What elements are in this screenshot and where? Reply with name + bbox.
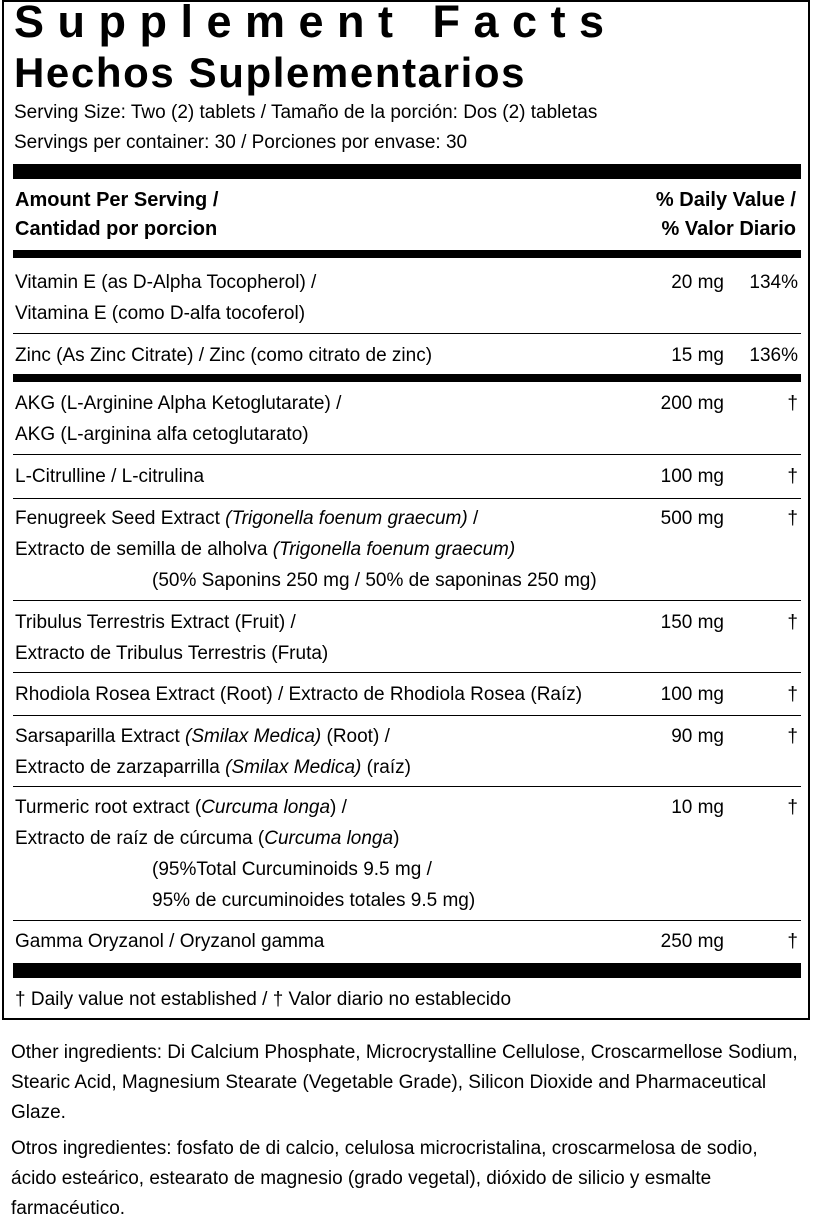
- dagger-mark: †: [787, 797, 798, 818]
- ingredient-name-es: Extracto de Tribulus Terrestris (Fruta): [15, 643, 329, 664]
- ingredient-standardization-es: 95% de curcuminoides totales 9.5 mg): [152, 890, 476, 911]
- row-divider: [13, 786, 801, 787]
- dagger-mark: †: [787, 684, 798, 705]
- row-divider: [13, 454, 801, 455]
- nutrient-amount: 15 mg: [671, 345, 724, 366]
- thick-divider: [13, 164, 801, 179]
- ingredient-name-es: Extracto de raíz de cúrcuma (Curcuma longa): [15, 828, 400, 849]
- amount-header-es: Cantidad por porcion: [15, 218, 218, 240]
- ingredient-name-es: AKG (L-arginina alfa cetoglutarato): [15, 424, 309, 445]
- ingredient-name: Gamma Oryzanol / Oryzanol gamma: [15, 931, 325, 952]
- ingredient-amount: 100 mg: [660, 684, 724, 705]
- serving-size: Serving Size: Two (2) tablets / Tamaño de la porción: Dos (2) tabletas: [14, 102, 598, 123]
- nutrient-daily-value: 134%: [749, 272, 798, 293]
- row-divider: [13, 333, 801, 334]
- ingredient-amount: 150 mg: [660, 612, 724, 633]
- nutrient-name-es: Vitamina E (como D-alfa tocoferol): [15, 303, 306, 324]
- row-divider: [13, 498, 801, 499]
- ingredient-name: Rhodiola Rosea Extract (Root) / Extracto de Rhodiola Rosea (Raíz): [15, 684, 583, 705]
- nutrient-name: Zinc (As Zinc Citrate) / Zinc (como citrato de zinc): [15, 345, 433, 366]
- amount-header-en: Amount Per Serving /: [15, 189, 219, 211]
- ingredient-name-es: Extracto de zarzaparrilla (Smilax Medica) (raíz): [15, 757, 411, 778]
- ingredient-name-es: Extracto de semilla de alholva (Trigonella foenum graecum): [15, 539, 516, 560]
- ingredient-amount: 500 mg: [660, 508, 724, 529]
- ingredient-name: Sarsaparilla Extract (Smilax Medica) (Root) /: [15, 726, 390, 747]
- ingredient-amount: 90 mg: [671, 726, 724, 747]
- row-divider: [13, 715, 801, 716]
- ingredient-standardization: (50% Saponins 250 mg / 50% de saponinas 250 mg): [152, 570, 597, 591]
- ingredient-amount: 10 mg: [671, 797, 724, 818]
- ingredient-standardization: (95%Total Curcuminoids 9.5 mg /: [152, 859, 432, 880]
- row-divider: [13, 600, 801, 601]
- footnote: † Daily value not established / † Valor diario no establecido: [15, 989, 512, 1010]
- other-ingredients-es: Otros ingredientes: fosfato de di calcio, celulosa microcristalina, croscarmelosa de sodio, ácido esteárico, estearato de magnesio (grado vegetal), dióxido de silicio y esmalte farmacéutico.: [11, 1138, 758, 1219]
- dv-header-en: % Daily Value /: [655, 189, 796, 211]
- ingredient-amount: 250 mg: [660, 931, 724, 952]
- medium-divider: [13, 250, 801, 258]
- ingredient-amount: 200 mg: [660, 393, 724, 414]
- servings-per-container: Servings per container: 30 / Porciones por envase: 30: [14, 132, 468, 153]
- medium-divider: [13, 374, 801, 382]
- ingredient-name: L-Citrulline / L-citrulina: [15, 466, 205, 487]
- dagger-mark: †: [787, 931, 798, 952]
- ingredient-name: Tribulus Terrestris Extract (Fruit) /: [15, 612, 296, 633]
- title-spanish: Hechos Suplementarios: [14, 49, 527, 96]
- nutrient-daily-value: 136%: [749, 345, 798, 366]
- ingredient-name: Fenugreek Seed Extract (Trigonella foenum graecum) /: [15, 508, 479, 529]
- nutrient-amount: 20 mg: [671, 272, 724, 293]
- ingredient-amount: 100 mg: [660, 466, 724, 487]
- thick-divider: [13, 963, 801, 978]
- title-english: Supplement Facts: [14, 0, 618, 47]
- dagger-mark: †: [787, 466, 798, 487]
- other-ingredients-en: Other ingredients: Di Calcium Phosphate, Microcrystalline Cellulose, Croscarmellose Sodium, Stearic Acid, Magnesium Stearate (Vegetable Grade), Silicon Dioxide and Pharmaceutical Glaze.: [11, 1042, 798, 1123]
- row-divider: [13, 920, 801, 921]
- supplement-facts-panel: [2, 0, 810, 1020]
- ingredient-name: Turmeric root extract (Curcuma longa) /: [15, 797, 347, 818]
- ingredient-name: AKG (L-Arginine Alpha Ketoglutarate) /: [15, 393, 342, 414]
- dagger-mark: †: [787, 508, 798, 529]
- dagger-mark: †: [787, 612, 798, 633]
- dv-header-es: % Valor Diario: [661, 218, 796, 240]
- row-divider: [13, 672, 801, 673]
- dagger-mark: †: [787, 393, 798, 414]
- dagger-mark: †: [787, 726, 798, 747]
- nutrient-name: Vitamin E (as D-Alpha Tocopherol) /: [15, 272, 317, 293]
